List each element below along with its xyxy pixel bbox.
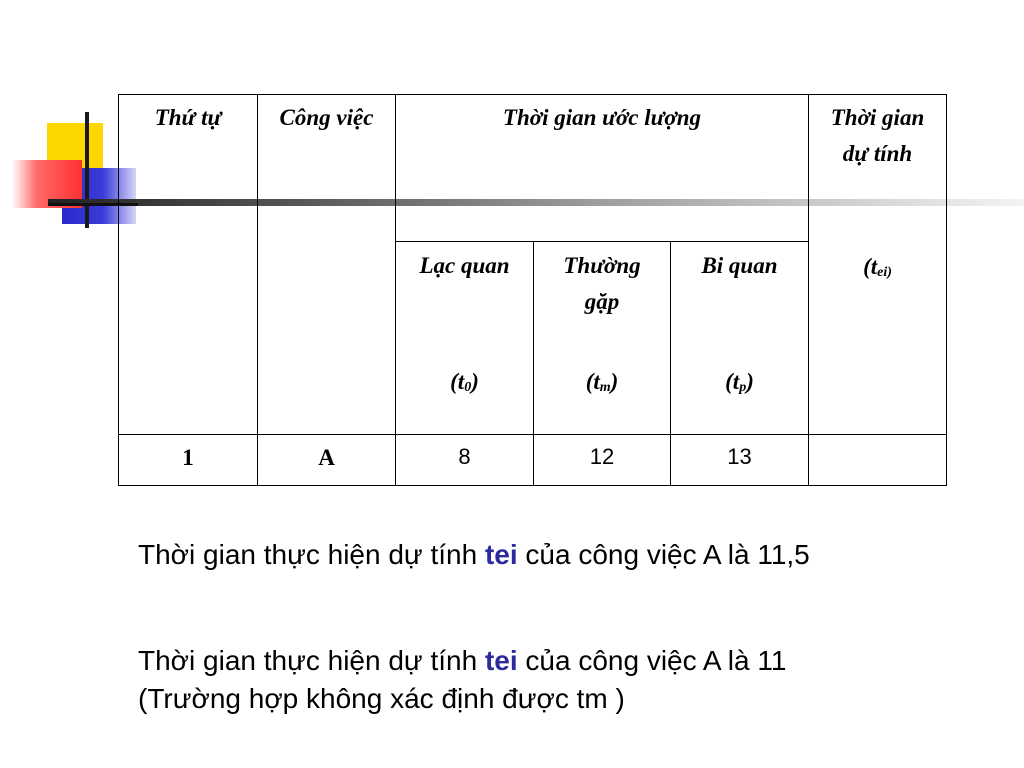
time-estimate-table: [118, 94, 947, 486]
header-expected-symbol: ($t_{ei)}$: [863, 254, 892, 280]
header-pessimistic: Bi quan: [701, 253, 778, 278]
header-optimistic: Lạc quan: [419, 253, 510, 278]
table-border-left: [118, 94, 119, 486]
tei-highlight: tei: [484, 539, 518, 570]
header-expected-time-line1: Thời gian: [830, 105, 925, 130]
result-line-1: Thời gian thực hiện dự tính tei của công việc A là 11,5: [138, 539, 810, 570]
table-divider-col1: [257, 94, 258, 486]
header-most-likely-line1: Thường: [563, 253, 641, 278]
table-divider-subheader: [395, 241, 809, 242]
header-most-likely-line2: gặp: [584, 288, 620, 314]
table-cell-order: 1: [182, 445, 194, 470]
table-cell-most-likely: 12: [589, 444, 615, 469]
header-most-likely: [534, 248, 670, 319]
decorative-vertical-line: [85, 112, 89, 228]
header-expected-time: [809, 100, 946, 171]
table-cell-optimistic: 8: [458, 444, 471, 469]
table-divider-row1: [118, 434, 947, 435]
header-pessimistic-symbol: $(t_p)$: [725, 369, 754, 395]
tei-highlight: tei: [484, 645, 518, 676]
decorative-yellow-square: [47, 123, 103, 179]
table-cell-pessimistic: 13: [727, 444, 752, 469]
table-cell-task: A: [318, 445, 335, 470]
result-line-3-note: (Trường hợp không xác định được tm ): [138, 683, 625, 714]
header-estimated-time: Thời gian ước lượng: [502, 105, 702, 130]
header-task: Công việc: [279, 105, 374, 130]
table-border-right: [946, 94, 947, 486]
header-optimistic-symbol: $(t_0)$: [450, 369, 479, 395]
header-expected-time-line2: dự tính: [842, 140, 913, 166]
result-line-2: Thời gian thực hiện dự tính tei của công việc A là 11: [138, 645, 787, 676]
table-border-top: [118, 94, 947, 95]
header-order: Thứ tự: [154, 105, 222, 130]
table-divider-col2: [395, 94, 396, 486]
decorative-red-square: [12, 160, 82, 208]
header-most-likely-symbol: $(t_m)$: [585, 369, 619, 395]
